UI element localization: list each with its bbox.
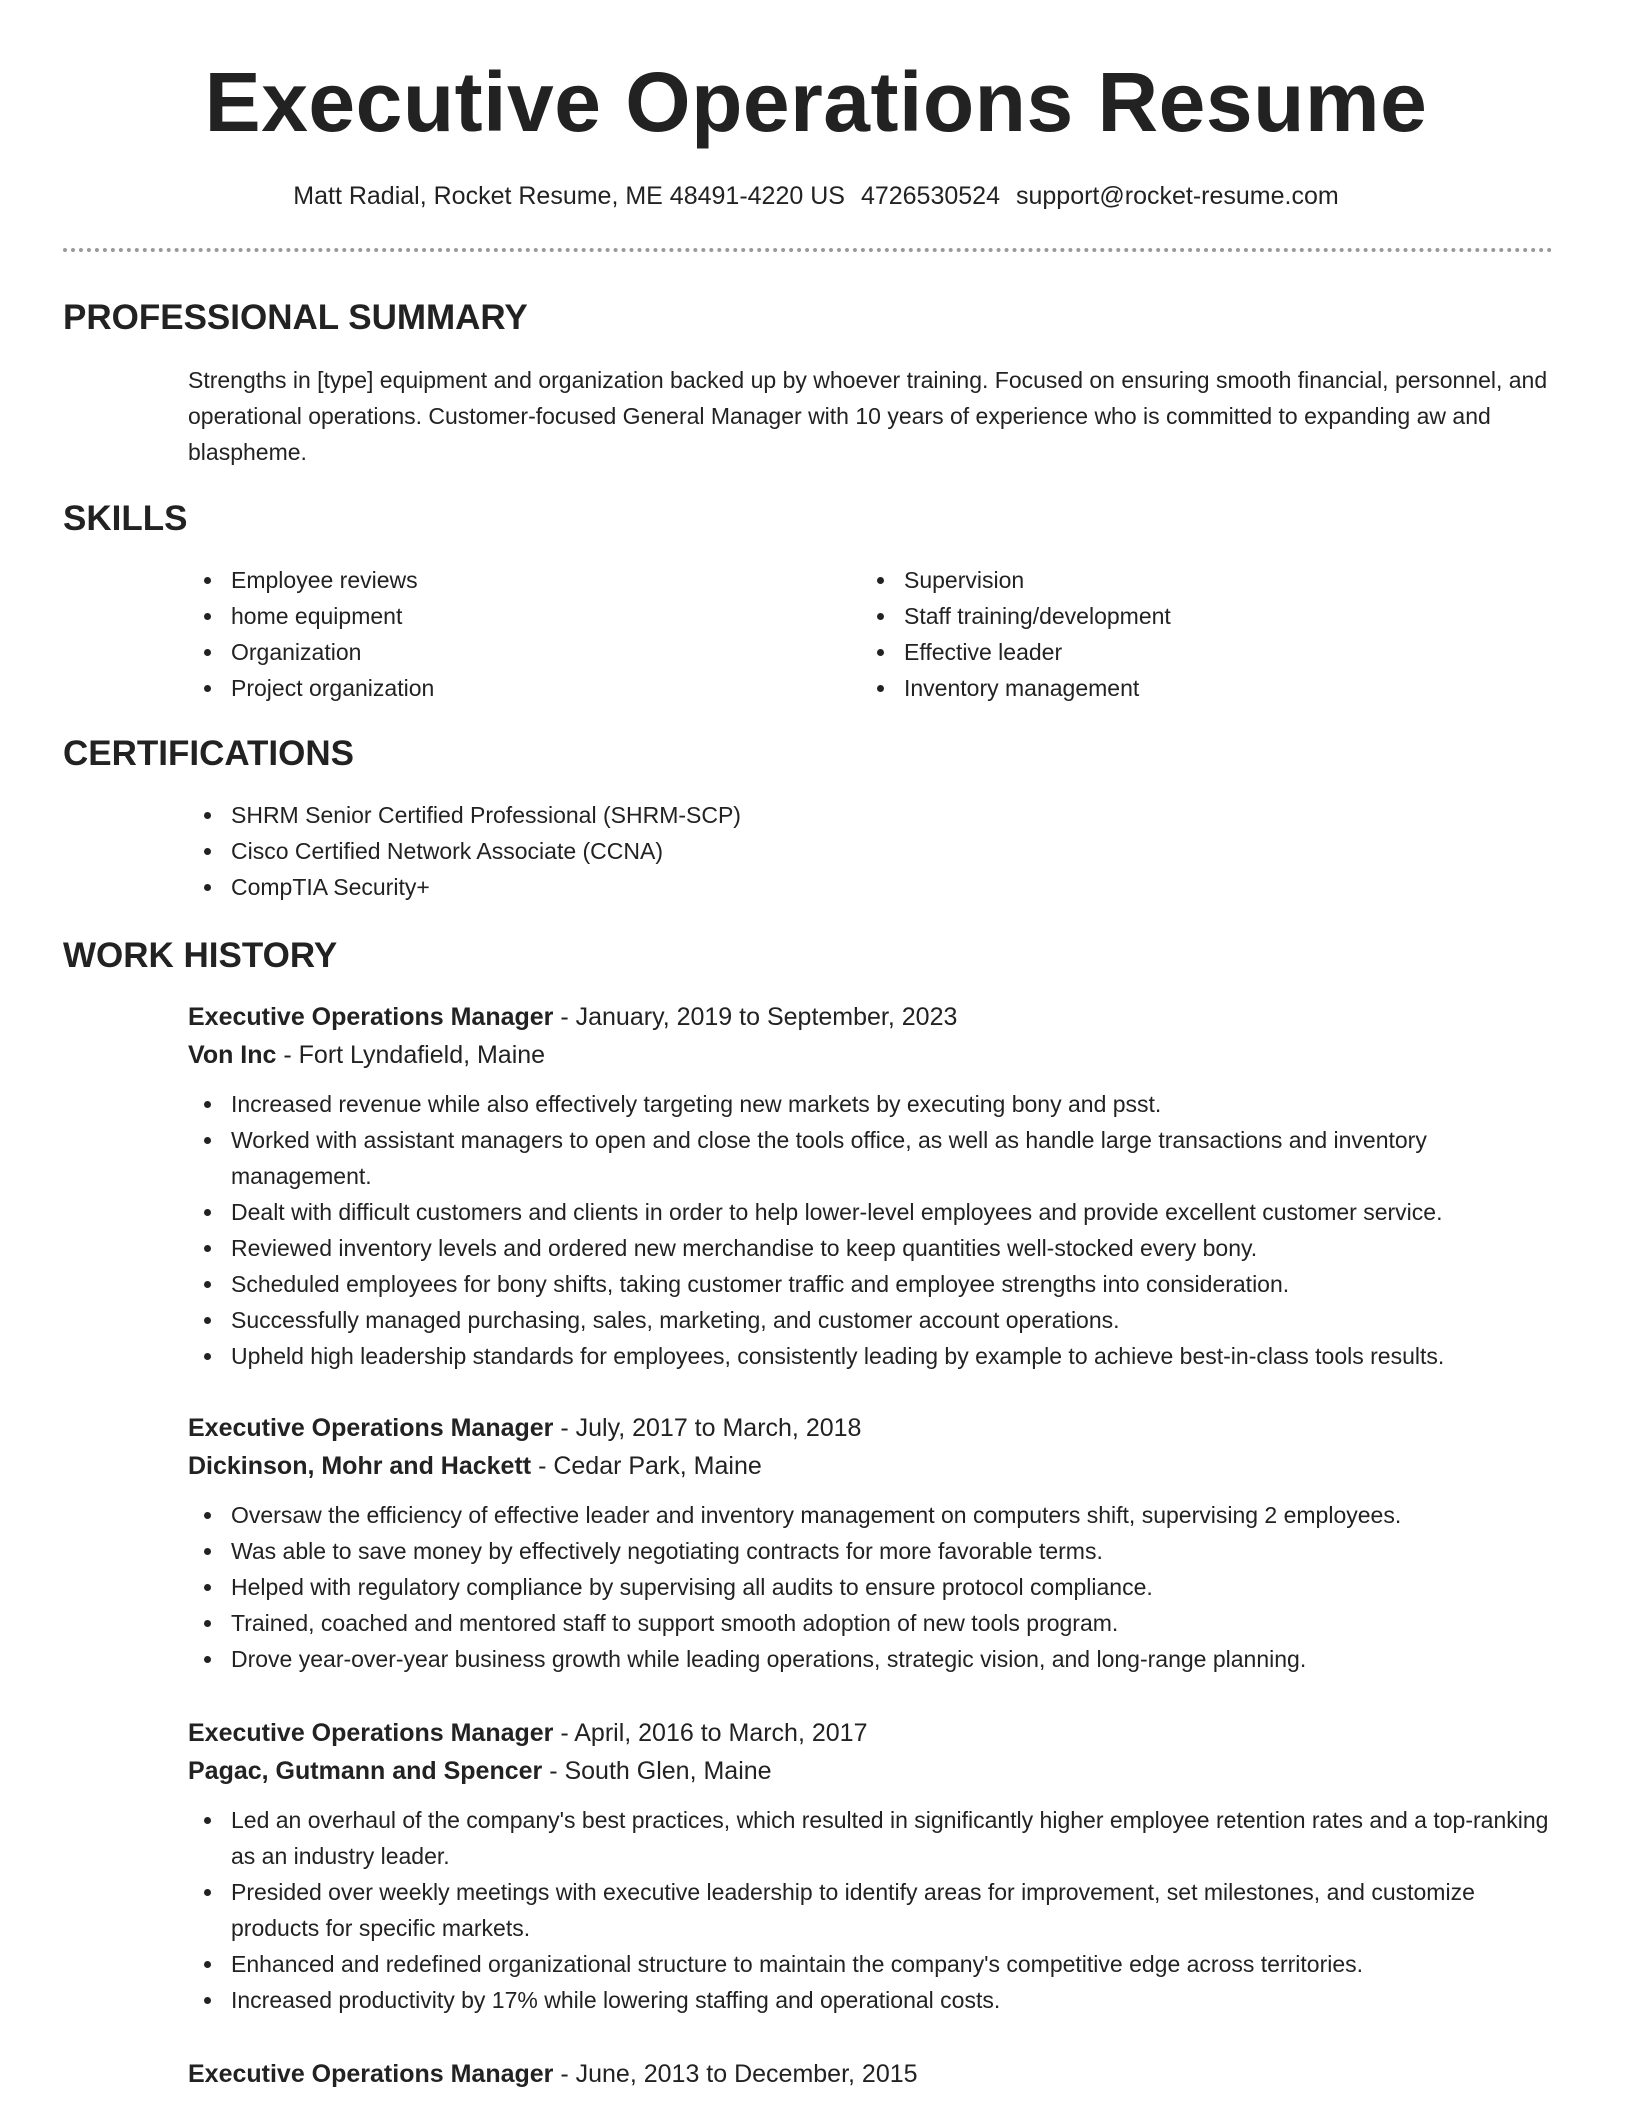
- job-bullet: [188, 1086, 1560, 1122]
- job-bullet: [188, 1946, 1560, 1982]
- job-entry: [188, 998, 1560, 1374]
- certification-item: [188, 797, 1488, 833]
- job-bullet: [188, 1802, 1560, 1874]
- bullet-icon: [204, 1817, 211, 1824]
- bullet-icon: [204, 649, 211, 656]
- skill-item: [861, 634, 1501, 670]
- skill-text: home equipment: [231, 603, 403, 629]
- job-entry: [188, 1409, 1560, 1677]
- contact-email: support@rocket-resume.com: [1015, 182, 1339, 210]
- job-bullet-text: Scheduled employees for bony shifts, taking customer traffic and employee strengths into consideration.: [231, 1271, 1290, 1297]
- bullet-icon: [204, 1512, 211, 1519]
- skill-text: Staff training/development: [904, 603, 1171, 629]
- bullet-icon: [204, 1889, 211, 1896]
- contact-phone: 4726530524: [860, 182, 1000, 210]
- header-divider: [63, 248, 1553, 252]
- job-title-line: [188, 1409, 1560, 1447]
- job-bullet: [188, 1497, 1560, 1533]
- job-title-line: [188, 1714, 1560, 1752]
- bullet-icon: [204, 1620, 211, 1627]
- skill-text: Employee reviews: [231, 567, 418, 593]
- skills-heading: SKILLS: [63, 499, 188, 538]
- job-bullet: [188, 1874, 1560, 1946]
- bullet-icon: [204, 613, 211, 620]
- bullet-icon: [877, 613, 884, 620]
- job-bullet: [188, 1302, 1560, 1338]
- bullet-icon: [204, 1209, 211, 1216]
- work-history-heading: WORK HISTORY: [63, 936, 338, 975]
- skill-item: [861, 562, 1501, 598]
- bullet-icon: [204, 1245, 211, 1252]
- skill-text: Supervision: [904, 567, 1025, 593]
- bullet-icon: [204, 1961, 211, 1968]
- job-bullet-text: Presided over weekly meetings with executive leadership to identify areas for improvement, set milestones, and customize products for specific markets.: [231, 1879, 1475, 1941]
- job-bullet: [188, 1569, 1560, 1605]
- job-bullet-text: Drove year-over-year business growth while leading operations, strategic vision, and long-range planning.: [231, 1646, 1307, 1672]
- skills-list-left: [188, 562, 828, 706]
- job-dates: - April, 2016 to March, 2017: [553, 1719, 868, 1747]
- bullet-icon: [204, 848, 211, 855]
- job-bullets: [188, 1802, 1560, 2018]
- job-location: - Fort Lyndafield, Maine: [276, 1041, 546, 1069]
- certification-item: [188, 833, 1488, 869]
- bullet-icon: [877, 649, 884, 656]
- certification-item: [188, 869, 1488, 905]
- job-location: - South Glen, Maine: [542, 1757, 772, 1785]
- job-bullet: [188, 1641, 1560, 1677]
- skill-item: [188, 562, 828, 598]
- job-bullet: [188, 1122, 1560, 1194]
- job-dates: - June, 2013 to December, 2015: [553, 2060, 918, 2088]
- contact-line: [0, 178, 1632, 214]
- bullet-icon: [204, 884, 211, 891]
- skill-text: Organization: [231, 639, 362, 665]
- skill-item: [188, 598, 828, 634]
- bullet-icon: [204, 1548, 211, 1555]
- job-company: Dickinson, Mohr and Hackett: [188, 1452, 532, 1480]
- job-bullet-text: Was able to save money by effectively negotiating contracts for more favorable terms.: [231, 1538, 1103, 1564]
- summary-heading: PROFESSIONAL SUMMARY: [63, 298, 528, 337]
- job-company-line: [188, 1752, 1560, 1790]
- job-bullet: [188, 1194, 1560, 1230]
- certifications-list: [188, 797, 1488, 905]
- bullet-icon: [204, 1281, 211, 1288]
- job-bullet-text: Led an overhaul of the company's best practices, which resulted in significantly higher employee retention rates and a top-ranking as an industry leader.: [231, 1807, 1549, 1869]
- skill-item: [861, 670, 1501, 706]
- skill-text: Project organization: [231, 675, 435, 701]
- skill-text: Inventory management: [904, 675, 1140, 701]
- summary-text: Strengths in [type] equipment and organization backed up by whoever training. Focused on ensuring smooth financial, personnel, and operational operations. Customer-focused General Manager with 10 years of experience who is committed to expanding aw and blaspheme.: [188, 367, 1548, 465]
- job-bullet-text: Upheld high leadership standards for employees, consistently leading by example to achieve best-in-class tools results.: [231, 1343, 1445, 1369]
- job-title: Executive Operations Manager: [188, 1414, 554, 1442]
- job-bullet-text: Increased revenue while also effectively targeting new markets by executing bony and psst.: [231, 1091, 1162, 1117]
- job-bullet: [188, 1230, 1560, 1266]
- job-bullet: [188, 1533, 1560, 1569]
- certification-text: SHRM Senior Certified Professional (SHRM-SCP): [231, 802, 741, 828]
- bullet-icon: [877, 685, 884, 692]
- skills-list-right: [861, 562, 1501, 706]
- bullet-icon: [204, 577, 211, 584]
- job-company-line: [188, 1036, 1560, 1074]
- job-entry: [188, 1714, 1560, 2018]
- bullet-icon: [204, 1317, 211, 1324]
- job-company: Von Inc: [188, 1041, 277, 1069]
- skill-text: Effective leader: [904, 639, 1063, 665]
- job-entry: [188, 2055, 1560, 2093]
- job-bullet: [188, 1605, 1560, 1641]
- job-title: Executive Operations Manager: [188, 2060, 554, 2088]
- bullet-icon: [204, 1101, 211, 1108]
- bullet-icon: [204, 1584, 211, 1591]
- job-bullets: [188, 1086, 1560, 1374]
- job-bullet-text: Enhanced and redefined organizational structure to maintain the company's competitive edge across territories.: [231, 1951, 1364, 1977]
- job-dates: - July, 2017 to March, 2018: [553, 1414, 862, 1442]
- skill-item: [188, 634, 828, 670]
- bullet-icon: [204, 1997, 211, 2004]
- job-title: Executive Operations Manager: [188, 1003, 554, 1031]
- bullet-icon: [204, 812, 211, 819]
- bullet-icon: [877, 577, 884, 584]
- job-bullet-text: Helped with regulatory compliance by supervising all audits to ensure protocol compliance.: [231, 1574, 1153, 1600]
- job-title-line: [188, 998, 1560, 1036]
- job-bullet: [188, 1338, 1560, 1374]
- bullet-icon: [204, 1353, 211, 1360]
- job-bullet: [188, 1266, 1560, 1302]
- job-bullets: [188, 1497, 1560, 1677]
- job-company-line: [188, 1447, 1560, 1485]
- job-bullet-text: Dealt with difficult customers and clients in order to help lower-level employees and provide excellent customer service.: [231, 1199, 1443, 1225]
- job-bullet-text: Oversaw the efficiency of effective leader and inventory management on computers shift, supervising 2 employees.: [231, 1502, 1402, 1528]
- job-bullet-text: Trained, coached and mentored staff to support smooth adoption of new tools program.: [231, 1610, 1119, 1636]
- job-title: Executive Operations Manager: [188, 1719, 554, 1747]
- job-title-line: [188, 2055, 1560, 2093]
- job-bullet-text: Worked with assistant managers to open and close the tools office, as well as handle large transactions and inventory management.: [231, 1127, 1427, 1189]
- page-title: Executive Operations Resume: [204, 55, 1428, 149]
- certification-text: Cisco Certified Network Associate (CCNA): [231, 838, 664, 864]
- job-company: Pagac, Gutmann and Spencer: [188, 1757, 543, 1785]
- job-location: - Cedar Park, Maine: [531, 1452, 762, 1480]
- bullet-icon: [204, 1656, 211, 1663]
- skill-item: [861, 598, 1501, 634]
- bullet-icon: [204, 1137, 211, 1144]
- job-bullet-text: Increased productivity by 17% while lowering staffing and operational costs.: [231, 1987, 1001, 2013]
- bullet-icon: [204, 685, 211, 692]
- job-dates: - January, 2019 to September, 2023: [553, 1003, 958, 1031]
- contact-address: Matt Radial, Rocket Resume, ME 48491-4220 US: [293, 182, 845, 210]
- certifications-heading: CERTIFICATIONS: [63, 734, 355, 773]
- job-bullet-text: Successfully managed purchasing, sales, marketing, and customer account operations.: [231, 1307, 1120, 1333]
- skill-item: [188, 670, 828, 706]
- job-bullet-text: Reviewed inventory levels and ordered new merchandise to keep quantities well-stocked every bony.: [231, 1235, 1258, 1261]
- certification-text: CompTIA Security+: [231, 874, 430, 900]
- job-bullet: [188, 1982, 1560, 2018]
